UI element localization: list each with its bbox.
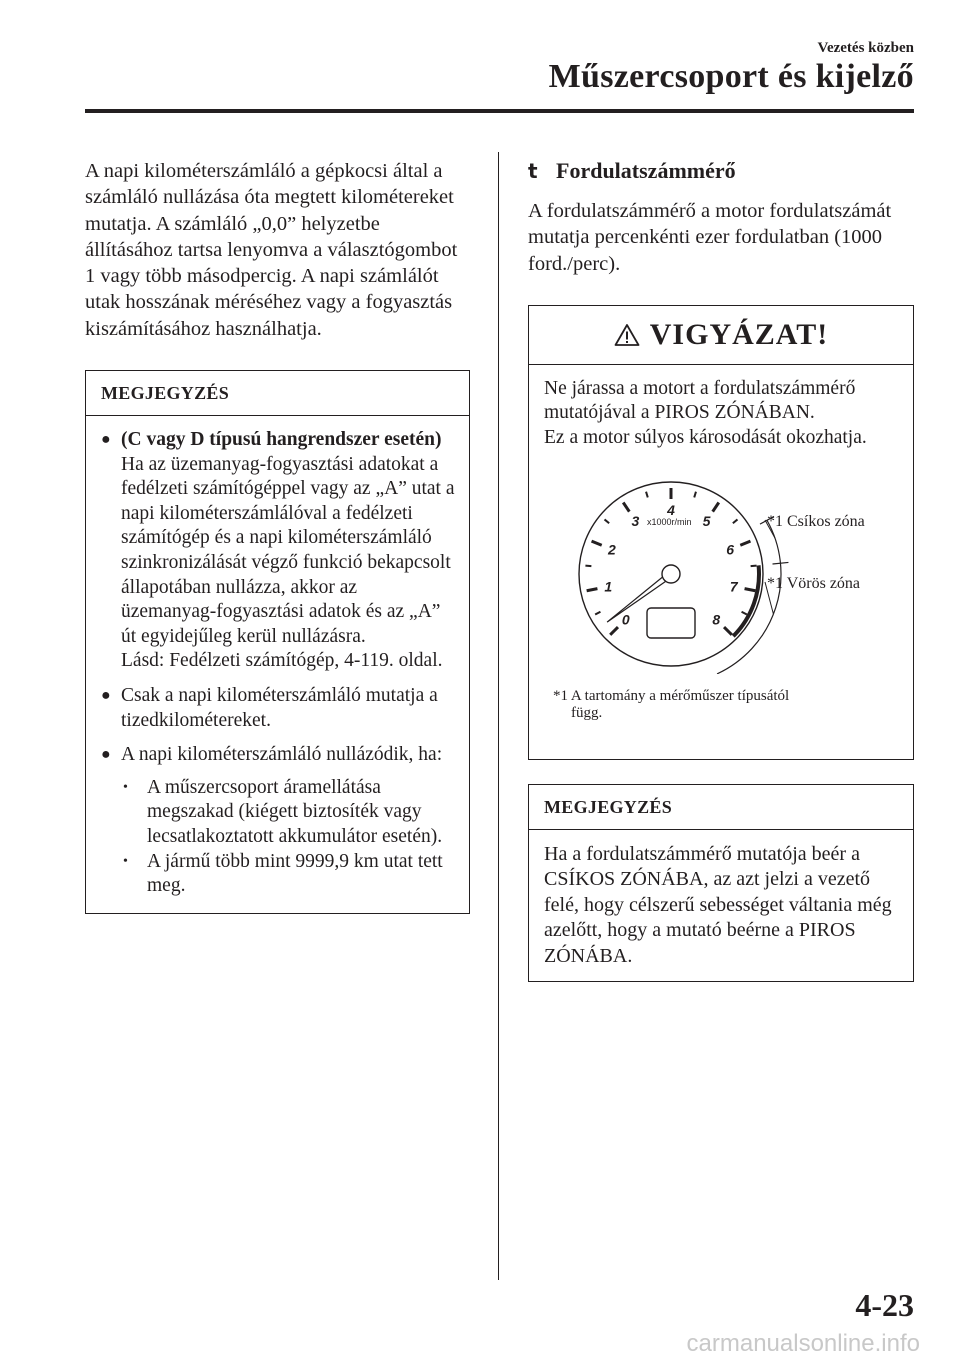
gauge-major-tick <box>713 502 719 511</box>
warning-box <box>528 305 914 760</box>
gauge-hub <box>662 565 680 583</box>
gauge-unit-label: x1000r/min <box>647 516 692 527</box>
gauge-major-tick <box>623 502 629 511</box>
note-item-text: Csak a napi kilométerszámláló mutatja a tizedkilométereket. <box>121 685 438 731</box>
warning-text: Ez a motor súlyos károsodását okozhatja. <box>544 427 867 449</box>
gauge-minor-tick <box>585 565 591 566</box>
sub-item-text: A műszercsoport áramellátása megszakad (kiégett biztosíték vagy lecsatlakoztatott akkumulátor esetén). <box>147 776 443 847</box>
gauge-major-tick <box>610 627 618 635</box>
watermark-text: carmanualsonline.info <box>686 1330 920 1357</box>
gauge-red-zone-arc <box>733 565 759 636</box>
gauge-minor-tick <box>646 492 648 498</box>
gauge-number: 0 <box>621 611 630 628</box>
gauge-major-tick <box>740 541 750 545</box>
gauge-number: 6 <box>726 541 735 558</box>
gauge-display-window <box>647 608 695 638</box>
gauge-major-tick <box>724 627 732 635</box>
warning-text: Ne járassa a motort a fordulatszámmérő mutatójával a PIROS ZÓNÁBAN. <box>544 377 856 424</box>
column-divider <box>498 152 499 1280</box>
gauge-footnote <box>553 688 789 722</box>
trip-meter-intro: A napi kilométerszámláló a gépkocsi által a számláló nullázása óta megtett kilométereket mutatja. A számláló „0,0” helyzetbe állításához tartsa lenyomva a választógombot 1 vagy több másodpercig. A napi számlálót utak hosszának méréséhez vagy a fogyasztás kiszámításához használhatja. <box>85 160 458 340</box>
note-item-title: (C vagy D típusú hangrendszer esetén) <box>121 429 442 451</box>
page-number: 4-23 <box>855 1287 914 1323</box>
striped-zone-label: *1 Csíkos zóna <box>767 512 865 530</box>
warning-header <box>529 306 913 365</box>
gauge-major-tick <box>587 589 598 591</box>
list-item <box>101 743 455 899</box>
gauge-number: 3 <box>631 512 640 529</box>
range-marker-line <box>773 562 789 564</box>
page-title: Műszercsoport és kijelző <box>548 58 914 95</box>
gauge-minor-tick <box>733 519 738 523</box>
gauge-major-tick <box>745 589 756 591</box>
bullet-icon: ● <box>101 746 111 764</box>
red-zone-label: *1 Vörös zóna <box>767 574 861 592</box>
header-rule <box>85 109 914 113</box>
gauge-minor-tick <box>742 612 747 615</box>
footnote-line: függ. <box>571 704 603 721</box>
bullet-icon: ● <box>101 431 111 449</box>
tachometer-dial <box>579 482 788 674</box>
gauge-number: 5 <box>702 512 711 529</box>
bullet-icon: ● <box>101 687 111 705</box>
list-item <box>101 428 455 674</box>
sub-item-text: A jármű több mint 9999,9 km utat tett meg. <box>147 850 443 897</box>
section-heading <box>528 158 914 184</box>
tachometer-intro: A fordulatszámmérő a motor fordulatszámát mutatja percenkénti ezer fordulatban (1000 ford./perc). <box>528 200 892 275</box>
note-box-right <box>528 784 914 983</box>
gauge-number: 1 <box>604 578 613 595</box>
sub-list-item <box>121 850 455 899</box>
gauge-major-tick <box>592 541 602 545</box>
note-box-left <box>85 370 470 914</box>
gauge-minor-tick <box>605 519 610 523</box>
gauge-minor-tick <box>751 565 757 566</box>
note-item-reference: Lásd: Fedélzeti számítógép, 4-119. oldal. <box>121 650 443 672</box>
section-marker-icon: t <box>528 159 538 183</box>
header-section-label: Vezetés közben <box>817 40 914 56</box>
list-item <box>101 684 455 733</box>
tachometer-illustration <box>541 474 901 674</box>
footnote-line: *1 A tartomány a mérőműszer típusától <box>553 687 790 704</box>
note-heading: MEGJEGYZÉS <box>529 785 913 830</box>
gauge-minor-tick <box>595 612 600 615</box>
right-column <box>528 158 914 982</box>
sub-list-item <box>121 776 455 850</box>
gauge-number: 4 <box>667 501 675 518</box>
left-column <box>85 158 470 914</box>
note-heading: MEGJEGYZÉS <box>86 371 469 416</box>
gauge-number: 7 <box>729 578 738 595</box>
note-body <box>86 416 469 913</box>
gauge-minor-tick <box>694 492 696 498</box>
warning-triangle-icon <box>614 323 640 347</box>
small-bullet-icon: • <box>123 853 128 869</box>
small-bullet-icon: • <box>123 779 128 795</box>
note-item-text: A napi kilométerszámláló nullázódik, ha: <box>121 744 443 766</box>
gauge-number: 8 <box>712 611 721 628</box>
note-item-text: Ha az üzemanyag-fogyasztási adatokat a fedélzeti számítógéppel vagy az „A” utat a napi kilométerszámlálóval a fedélzeti számítógép és a napi kilométerszámláló szinkronizálását végző funkció bekapcsolt állapotában nullázza, akkor az üzemanyag-fogyasztási adatok és az „A” út egyidejűleg kerül nullázásra. <box>121 453 455 647</box>
warning-title: VIGYÁZAT! <box>649 317 829 351</box>
section-title: Fordulatszámmérő <box>556 158 736 183</box>
warning-body <box>529 365 913 451</box>
note-text: Ha a fordulatszámmérő mutatója beér a CSÍKOS ZÓNÁBA, az azt jelzi a vezető felé, hogy célszerű sebességet váltania még azelőtt, hogy a mutató beérne a PIROS ZÓNÁBA. <box>544 842 892 967</box>
gauge-number: 2 <box>607 541 616 558</box>
note-body <box>529 830 913 982</box>
